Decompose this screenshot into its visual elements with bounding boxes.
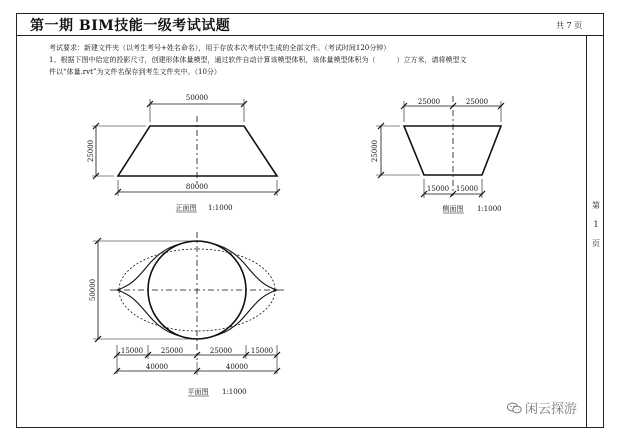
side-view-scale: 1:1000 — [477, 205, 502, 213]
plan-segment-4: 15000 — [250, 347, 274, 355]
front-view-scale: 1:1000 — [208, 204, 233, 212]
plan-segment-3: 25000 — [209, 347, 233, 355]
front-view-label: 正面图 — [175, 204, 197, 212]
side-view-label: 侧面图 — [442, 205, 464, 213]
side-top-right-dimension: 25000 — [465, 98, 489, 106]
requirement-line-3: 件以“体量.rvt”为文件名保存到考生文件夹中。（10分） — [49, 68, 221, 76]
front-view — [87, 94, 280, 212]
side-height-dimension: 25000 — [371, 139, 379, 163]
requirement-line-1: 考试要求：新建文件夹（以考生考号+姓名命名），用于存放本次考试中生成的全部文件。（考试时间120分钟） — [49, 44, 391, 52]
plan-half-left: 40000 — [145, 363, 169, 371]
plan-view-label: 平面图 — [187, 388, 209, 396]
watermark-text: 闲云探游 — [525, 402, 578, 417]
plan-view — [89, 232, 284, 396]
watermark — [507, 398, 577, 417]
plan-segment-2: 25000 — [160, 347, 184, 355]
side-view — [371, 96, 504, 213]
wechat-icon — [507, 402, 522, 414]
front-trapezoid — [118, 126, 277, 176]
side-bottom-right-dimension: 15000 — [455, 185, 479, 193]
side-char-1: 第 — [592, 201, 600, 210]
front-top-dimension: 50000 — [185, 94, 209, 102]
side-trapezoid — [404, 126, 501, 175]
plan-view-scale: 1:1000 — [222, 388, 247, 396]
side-top-left-dimension: 25000 — [417, 98, 441, 106]
side-char-3: 页 — [592, 239, 600, 248]
side-char-2: 1 — [593, 220, 599, 229]
plan-height-dimension: 50000 — [89, 278, 97, 302]
plan-segment-1: 15000 — [120, 347, 144, 355]
requirement-line-2: 1、根据下图中给定的投影尺寸，创建形体体量模型，通过软件自动计算该模型体积，该体量模型体积为（ ）立方米，请将模型文 — [49, 56, 467, 64]
side-bottom-left-dimension: 15000 — [426, 185, 450, 193]
page-count: 共 7 页 — [556, 21, 583, 30]
front-height-dimension: 25000 — [87, 139, 95, 163]
plan-half-right: 40000 — [225, 363, 249, 371]
front-bottom-dimension: 80000 — [185, 183, 209, 191]
exam-title: 第一期 BIM技能一级考试试题 — [30, 18, 231, 34]
